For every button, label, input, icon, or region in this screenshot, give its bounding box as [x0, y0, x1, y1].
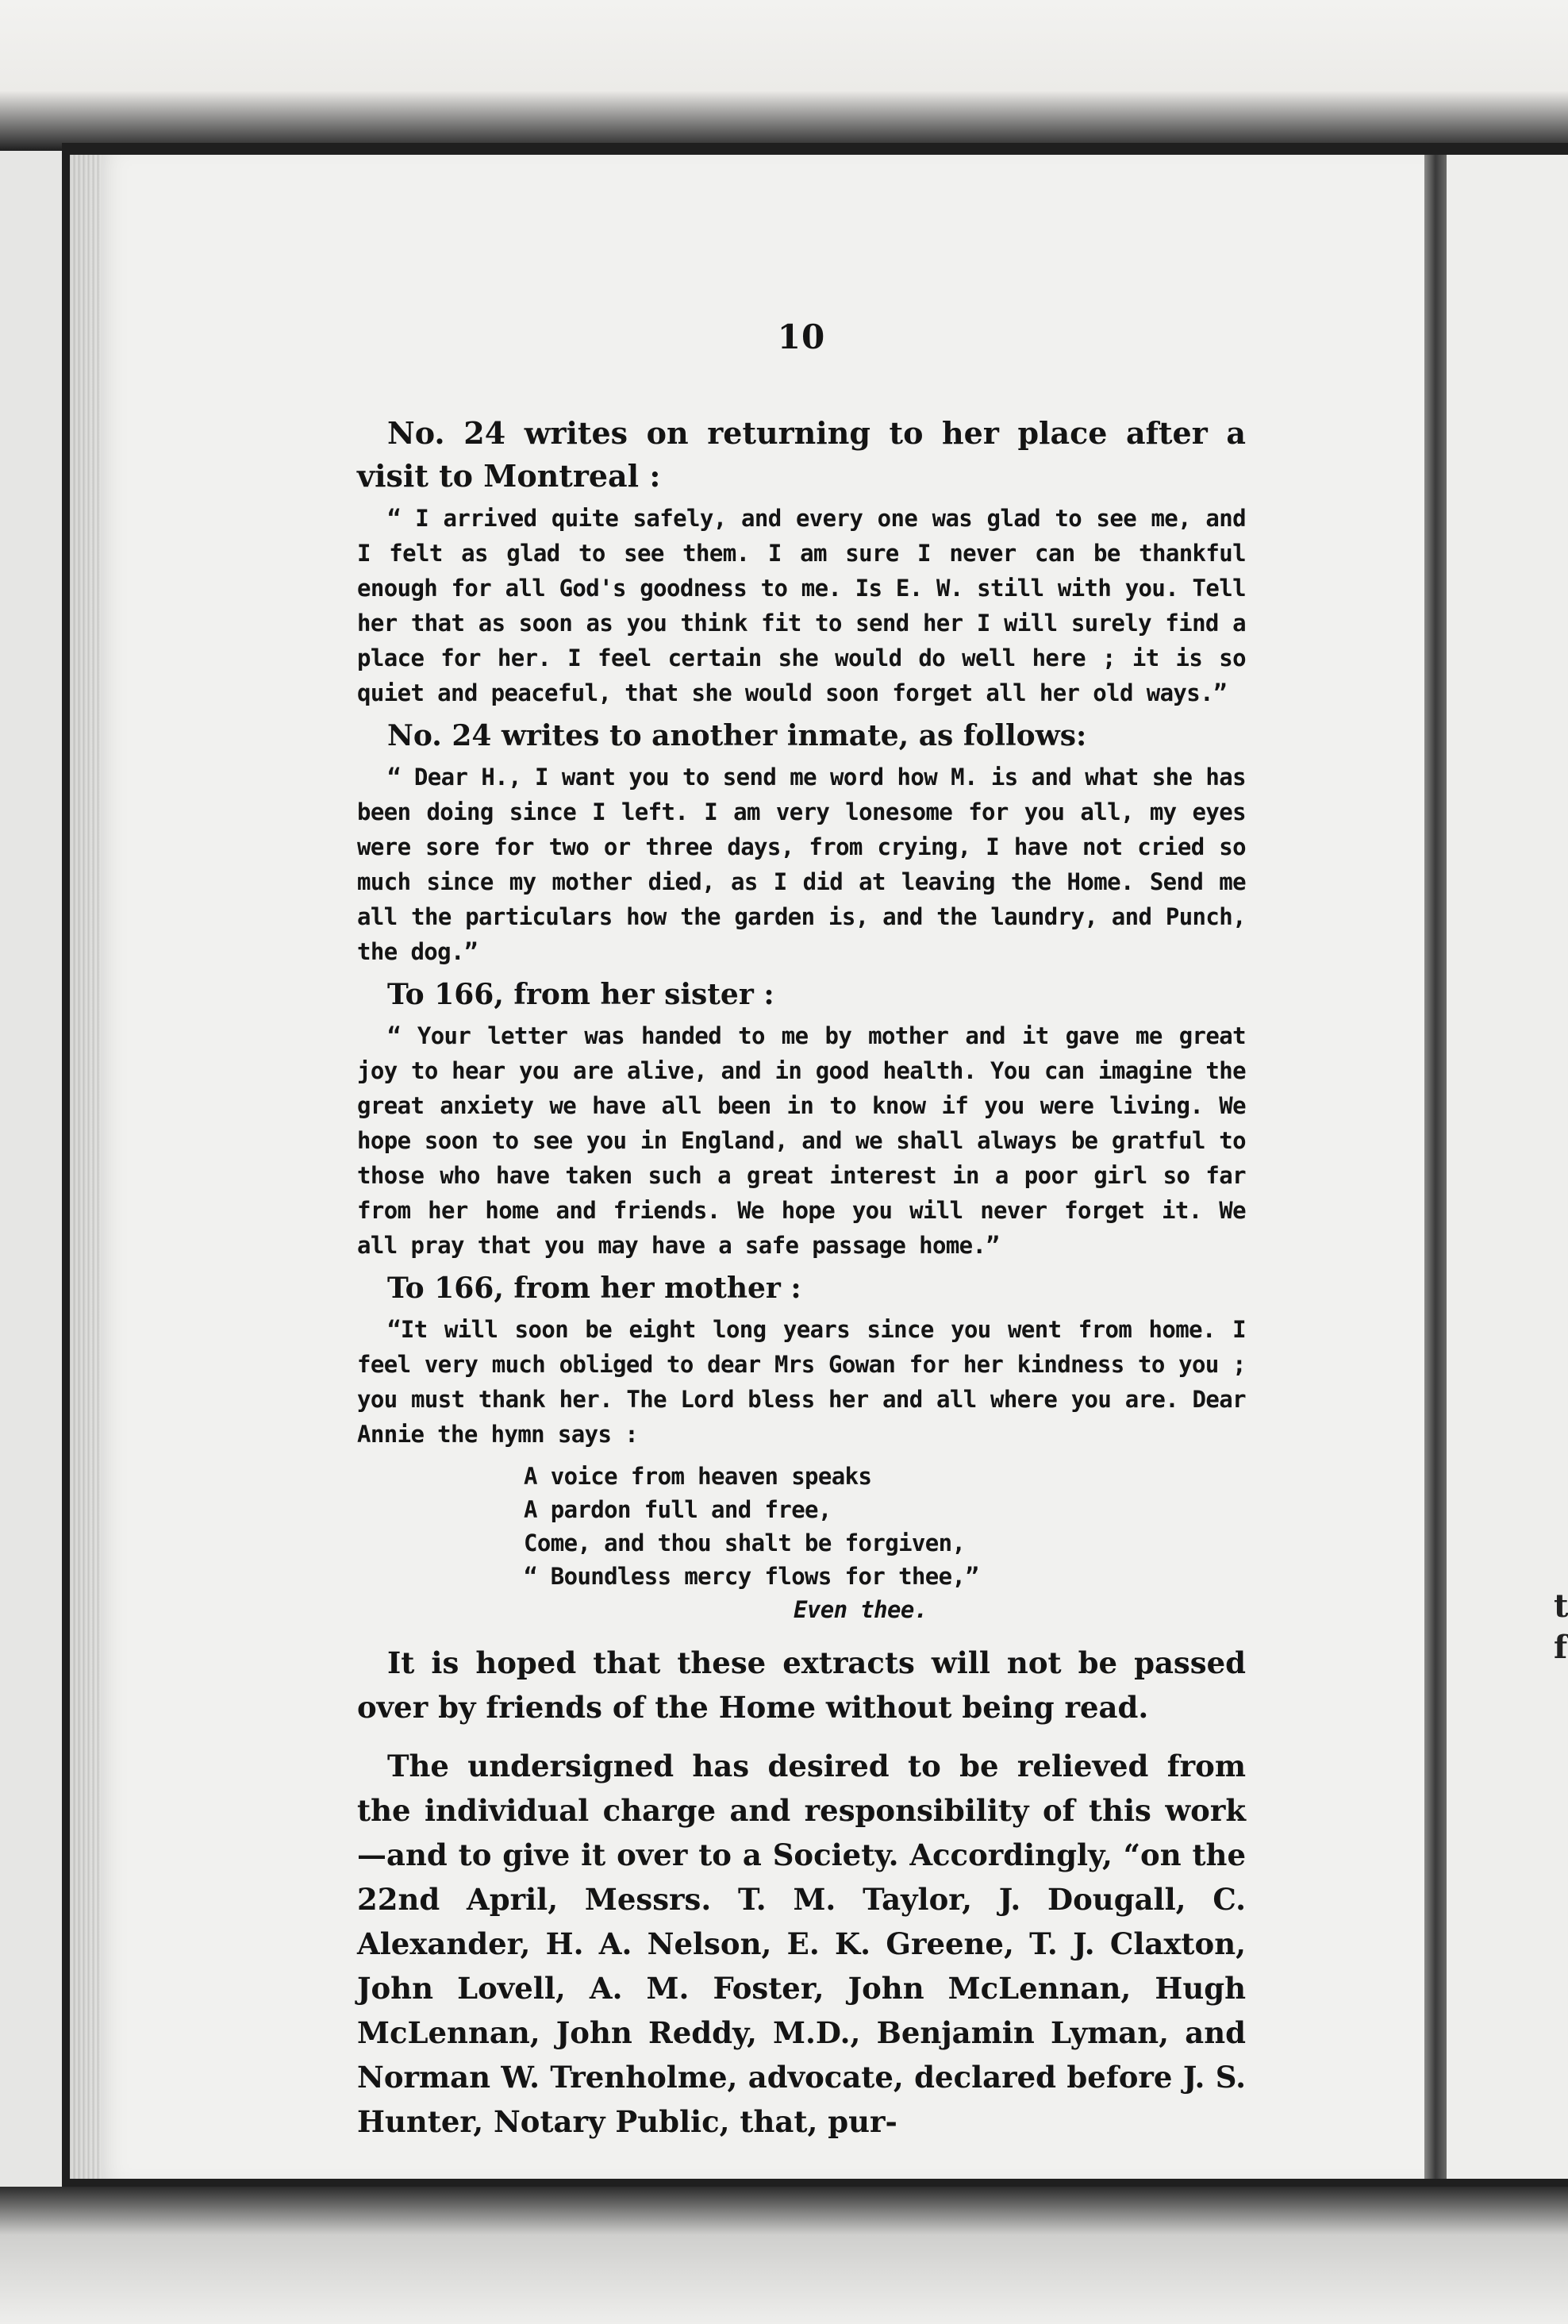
right-book-page [1447, 155, 1568, 2179]
right-page-fragment: f [1554, 1629, 1568, 1666]
quote-letter-166-sister: “ Your letter was handed to me by mother and it gave me great joy to hear you are alive, and in good health. You can imagine the great anxiety we have all been in to know if you were living. We hope soon to see you in England, and we shall always be gratful to those who have taken such a great interest in a poor girl so far from her home and friends. We hope you will never forget it. We all pray that you may have a safe passage home.” [357, 1022, 1246, 1259]
hymn-verse [524, 1460, 1246, 1626]
page-content [357, 317, 1246, 2144]
paragraph-extracts-note: It is hoped that these extracts will not be passed over by friends of the Home without being read. [357, 1645, 1246, 1725]
paragraph-society-declaration: The undersigned has desired to be relieved from the individual charge and responsibility of this work—and to give it over to a Society. Accordingly, “on the 22nd April, Messrs. T. M. Taylor, J. Dougall, C. Alexander, H. A. Nelson, E. K. Greene, T. J. Claxton, John Lovell, A. M. Foster, John McLennan, Hugh McLennan, John Reddy, M.D., Benjamin Lyman, and Norman W. Trenholme, advocate, declared before J. S. Hunter, Notary Public, that, pur- [357, 1749, 1246, 2139]
paragraph-intro-24: No. 24 writes on returning to her place after a visit to Montreal : [357, 415, 1246, 494]
hymn-line: A voice from heaven speaks [524, 1463, 872, 1490]
hymn-line: Come, and thou shalt be forgiven, [524, 1529, 966, 1556]
book-gutter [1424, 155, 1447, 2179]
scan-background-bottom [0, 2187, 1568, 2324]
scan-background-top [0, 0, 1568, 151]
hymn-line: “ Boundless mercy flows for thee,” [524, 1563, 979, 1590]
paragraph-intro-166-sister: To 166, from her sister : [387, 978, 774, 1011]
quote-letter-166-mother: “It will soon be eight long years since you went from home. I feel very much obliged to dear Mrs Gowan for her kindness to you ; you must thank her. The Lord bless her and all where you are. Dear Annie the hymn says : [357, 1316, 1246, 1448]
page-stack-edge [70, 155, 102, 2179]
right-page-fragment: t [1554, 1587, 1568, 1625]
hymn-line: A pardon full and free, [524, 1496, 832, 1523]
quote-letter-24-a: “ I arrived quite safely, and every one was glad to see me, and I felt as glad to see them. I am sure I never can be thankful enough for all God's goodness to me. Is E. W. still with you. Tell her that as soon as you think fit to send her I will surely find a place for her. I feel certain she would do well here ; it is so quiet and peaceful, that she would soon forget all her old ways.” [357, 505, 1246, 706]
hymn-attribution: Even thee. [794, 1596, 928, 1623]
page-number: 10 [777, 317, 826, 356]
quote-letter-24-b: “ Dear H., I want you to send me word how M. is and what she has been doing since I left. I am very lonesome for you all, my eyes were sore for two or three days, from crying, I have not cried so much since my mother died, as I did at leaving the Home. Send me all the particulars how the garden is, and the laundry, and Punch, the dog.” [357, 764, 1246, 965]
paragraph-intro-166-mother: To 166, from her mother : [387, 1272, 801, 1305]
paragraph-intro-24-b: No. 24 writes to another inmate, as follows: [387, 719, 1087, 752]
